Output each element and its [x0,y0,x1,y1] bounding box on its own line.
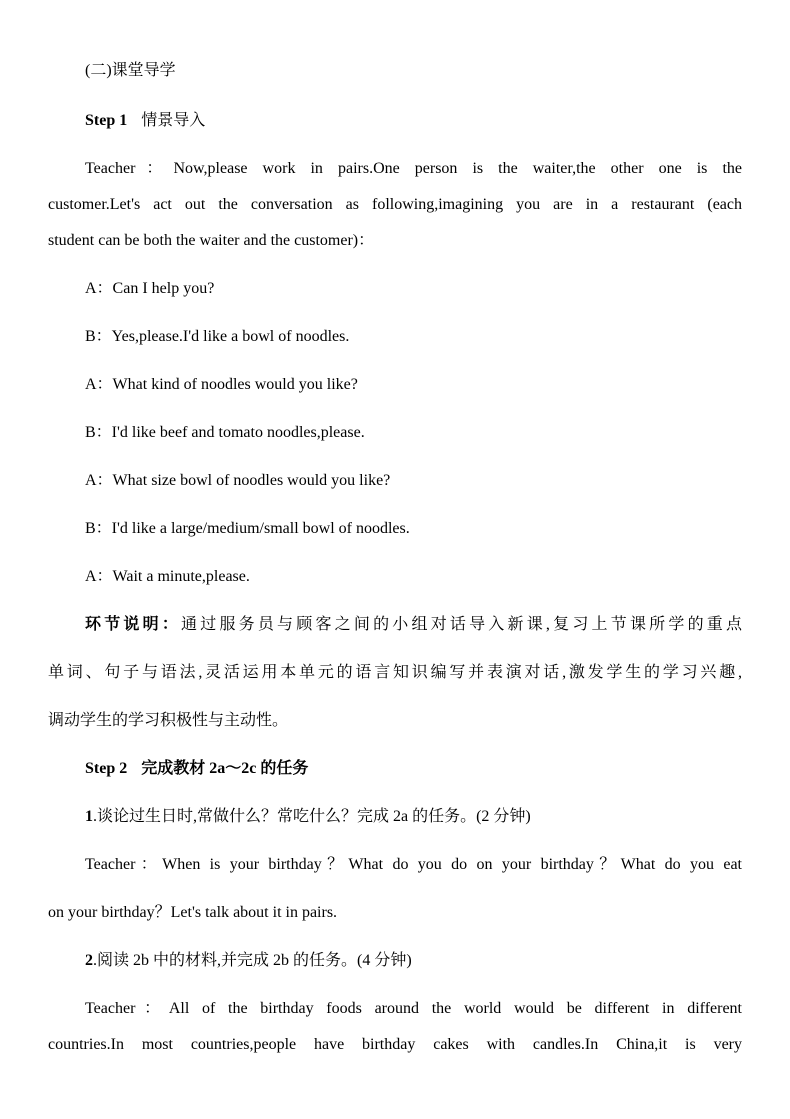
task1-heading [85,807,742,827]
section-title: (二)课堂导学 [85,62,176,79]
task1-text: .谈论过生日时,常做什么？常吃什么？完成 2a 的任务。(2 分钟) [93,808,531,825]
step2-label: Step 2 [85,760,128,777]
dialogue-line: A：What kind of noodles would you like? [85,376,358,393]
teacher1-line3: student can be both the waiter and the customer)： [48,232,375,249]
note-line3: 调动学生的学习积极性与主动性。 [48,712,289,729]
step1-label: Step 1 [85,112,128,129]
step1-title: 情景导入 [141,112,206,129]
step2-title: 完成教材 2a～2c 的任务 [141,760,309,777]
dialogue-line: B：I'd like beef and tomato noodles,please. [85,424,365,441]
dialogue-line: B：I'd like a large/medium/small bowl of noodles. [85,520,410,537]
teacher1-line2: customer.Let's act out the conversation as following,imagining you are in a restaurant (each [48,196,742,213]
dialogue-line: A：Can I help you? [85,280,215,297]
task2-number: 2 [85,952,93,969]
note-label: 环节说明： [85,616,182,633]
task2-heading [85,951,742,971]
task1-teacher-line2: on your birthday？Let's talk about it in pairs. [48,904,338,921]
step2-heading [85,759,742,779]
task1-number: 1 [85,808,93,825]
task2-teacher-line1: Teacher：All of the birthday foods around the world would be different in different [85,1000,742,1017]
dialogue-line: A：What size bowl of noodles would you like? [85,472,391,489]
task1-teacher-line1: Teacher：When is your birthday？What do you do on your birthday？What do you eat [85,856,742,873]
dialogue-line: B：Yes,please.I'd like a bowl of noodles. [85,328,350,345]
step1-heading [85,111,742,131]
dialogue-line: A：Wait a minute,please. [85,568,250,585]
teacher1-line1: Teacher：Now,please work in pairs.One person is the waiter,the other one is the [85,160,742,177]
note-line2: 单词、句子与语法,灵活运用本单元的语言知识编写并表演对话,激发学生的学习兴趣, [48,664,742,681]
task2-teacher-line2: countries.In most countries,people have birthday cakes with candles.In China,it is very [48,1036,742,1053]
note-line1 [85,615,742,635]
note-text: 通过服务员与顾客之间的小组对话导入新课,复习上节课所学的重点 [181,616,742,633]
task2-text: .阅读 2b 中的材料,并完成 2b 的任务。(4 分钟) [93,952,412,969]
